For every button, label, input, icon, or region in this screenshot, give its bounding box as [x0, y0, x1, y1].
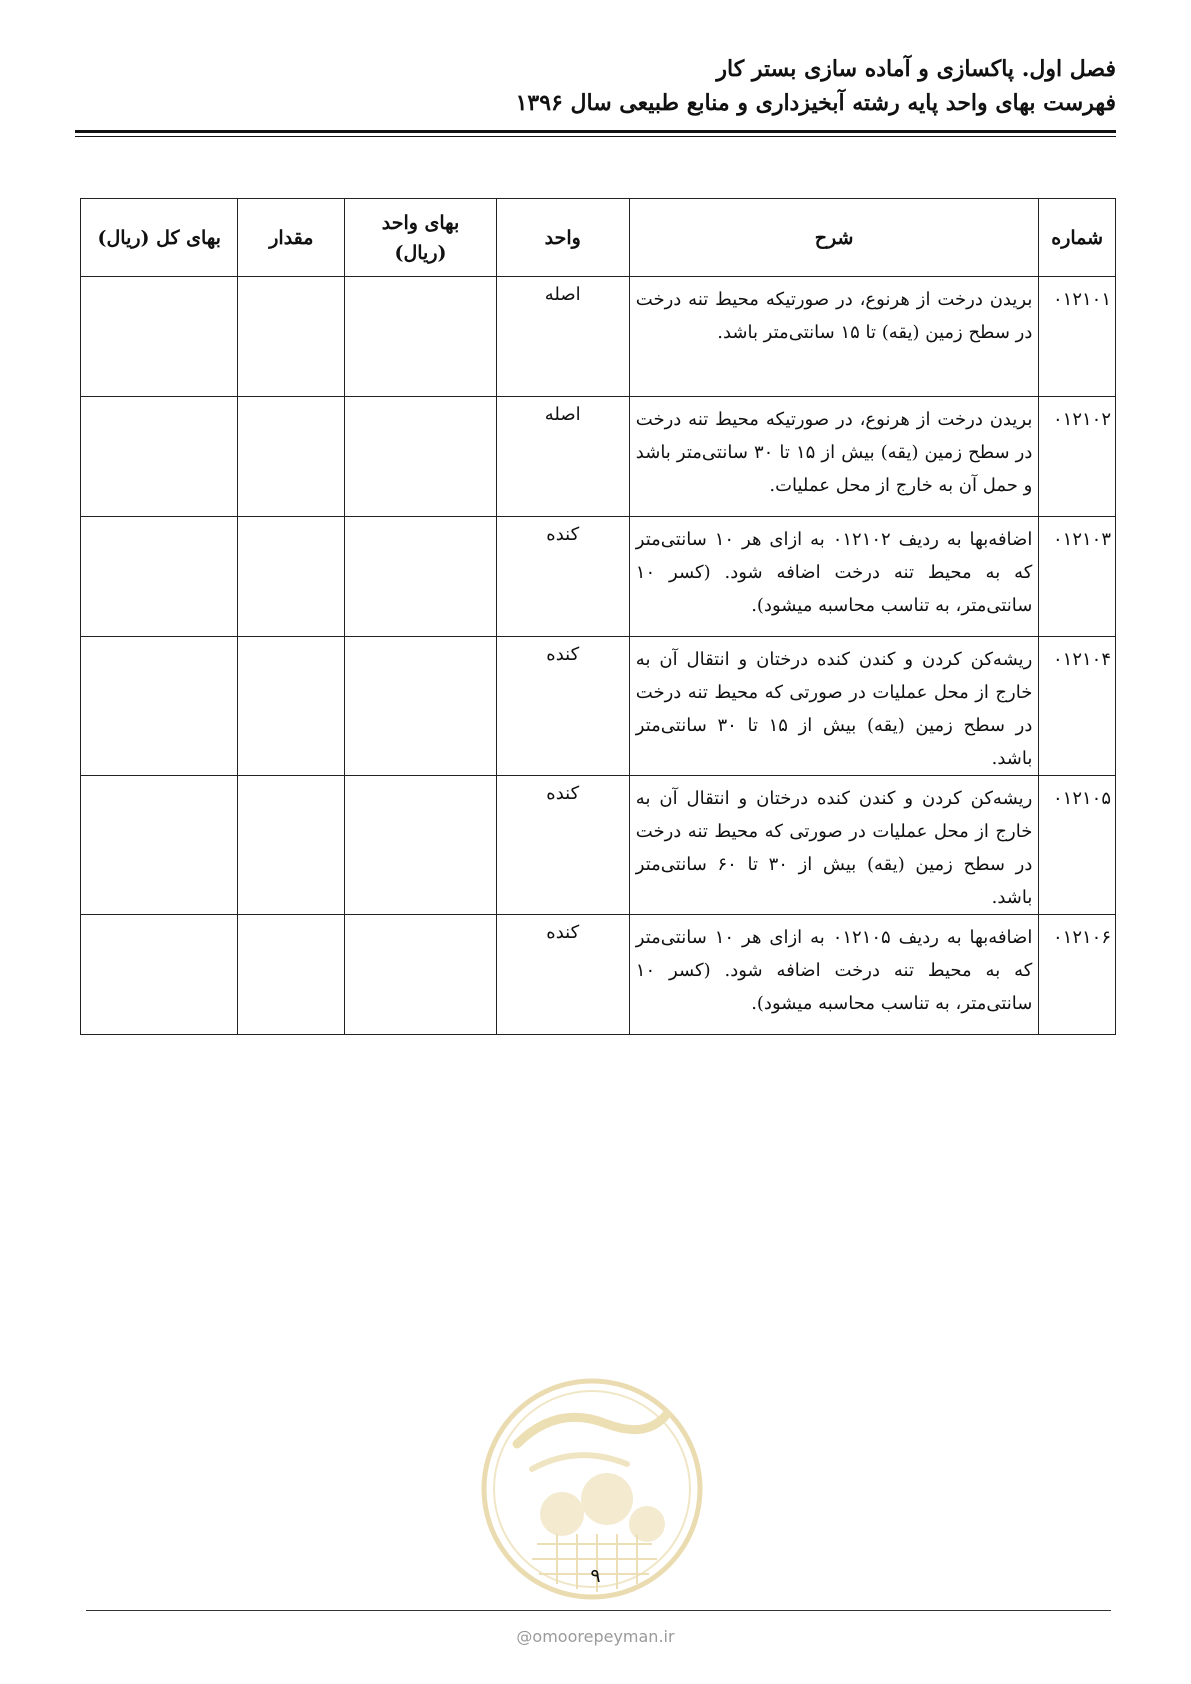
row-unit-price: [345, 517, 496, 637]
row-number: ۰۱۲۱۰۲: [1039, 397, 1116, 517]
row-unit: کنده: [496, 776, 629, 915]
table-row: [81, 915, 1116, 1035]
footer-rule: [86, 1610, 1111, 1611]
row-quantity: [238, 915, 345, 1035]
row-quantity: [238, 517, 345, 637]
chapter-title: فصل اول. پاکسازی و آماده سازی بستر کار: [716, 56, 1116, 82]
page-number: ۹: [590, 1565, 601, 1587]
row-unit: اصله: [496, 397, 629, 517]
table-row: [81, 397, 1116, 517]
table-header-row: [81, 199, 1116, 277]
table-row: [81, 277, 1116, 397]
row-quantity: [238, 637, 345, 776]
row-number: ۰۱۲۱۰۱: [1039, 277, 1116, 397]
price-table: [80, 198, 1116, 1035]
row-number: ۰۱۲۱۰۶: [1039, 915, 1116, 1035]
row-unit: کنده: [496, 517, 629, 637]
row-unit-price: [345, 397, 496, 517]
watermark-url: @omoorepeyman.ir: [516, 1627, 675, 1646]
row-number: ۰۱۲۱۰۳: [1039, 517, 1116, 637]
header-rule-thick: [75, 130, 1116, 133]
row-description: ریشه‌کن کردن و کندن کنده درختان و انتقال آن به خارج از محل عملیات در صورتی که محیط تنه درخت در سطح زمین (یقه) بیش از ۳۰ تا ۶۰ سانتی‌متر باشد.: [629, 776, 1039, 915]
row-quantity: [238, 277, 345, 397]
row-unit-price: [345, 277, 496, 397]
header-quantity: مقدار: [238, 199, 345, 277]
row-total: [81, 776, 238, 915]
row-total: [81, 637, 238, 776]
row-description: بریدن درخت از هرنوع، در صورتیکه محیط تنه درخت در سطح زمین (یقه) تا ۱۵ سانتی‌متر باشد.: [629, 277, 1039, 397]
row-unit-price: [345, 637, 496, 776]
row-unit-price: [345, 915, 496, 1035]
row-total: [81, 397, 238, 517]
header-unit-price-label: بهای واحد: [381, 211, 460, 234]
row-number: ۰۱۲۱۰۵: [1039, 776, 1116, 915]
row-description: بریدن درخت از هرنوع، در صورتیکه محیط تنه درخت در سطح زمین (یقه) بیش از ۱۵ تا ۳۰ سانتی‌متر باشد و حمل آن به خارج از محل عملیات.: [629, 397, 1039, 517]
header-unit-price: [345, 199, 496, 277]
row-description: اضافه‌بها به ردیف ۰۱۲۱۰۲ به ازای هر ۱۰ سانتی‌متر که به محیط تنه درخت اضافه شود. (کسر ۱۰ سانتی‌متر، به تناسب محاسبه میشود).: [629, 517, 1039, 637]
table-row: [81, 517, 1116, 637]
row-quantity: [238, 776, 345, 915]
row-unit: کنده: [496, 637, 629, 776]
row-description: اضافه‌بها به ردیف ۰۱۲۱۰۵ به ازای هر ۱۰ سانتی‌متر که به محیط تنه درخت اضافه شود. (کسر ۱۰ سانتی‌متر، به تناسب محاسبه میشود).: [629, 915, 1039, 1035]
row-description: ریشه‌کن کردن و کندن کنده درختان و انتقال آن به خارج از محل عملیات در صورتی که محیط تنه درخت در سطح زمین (یقه) بیش از ۱۵ تا ۳۰ سانتی‌متر باشد.: [629, 637, 1039, 776]
header-rule-thin: [75, 136, 1116, 137]
document-title: فهرست بهای واحد پایه رشته آبخیزداری و منابع طبیعی سال ۱۳۹۶: [515, 90, 1116, 116]
table-row: [81, 776, 1116, 915]
header-number: شماره: [1039, 199, 1116, 277]
row-unit: اصله: [496, 277, 629, 397]
header-total-price: بهای کل (ریال): [81, 199, 238, 277]
row-unit: کنده: [496, 915, 629, 1035]
header-unit-price-currency: (ریال): [394, 241, 447, 264]
row-quantity: [238, 397, 345, 517]
page-header: [75, 52, 1116, 120]
row-total: [81, 915, 238, 1035]
row-number: ۰۱۲۱۰۴: [1039, 637, 1116, 776]
row-total: [81, 277, 238, 397]
table-row: [81, 637, 1116, 776]
row-total: [81, 517, 238, 637]
row-unit-price: [345, 776, 496, 915]
header-unit: واحد: [496, 199, 629, 277]
header-description: شرح: [629, 199, 1039, 277]
